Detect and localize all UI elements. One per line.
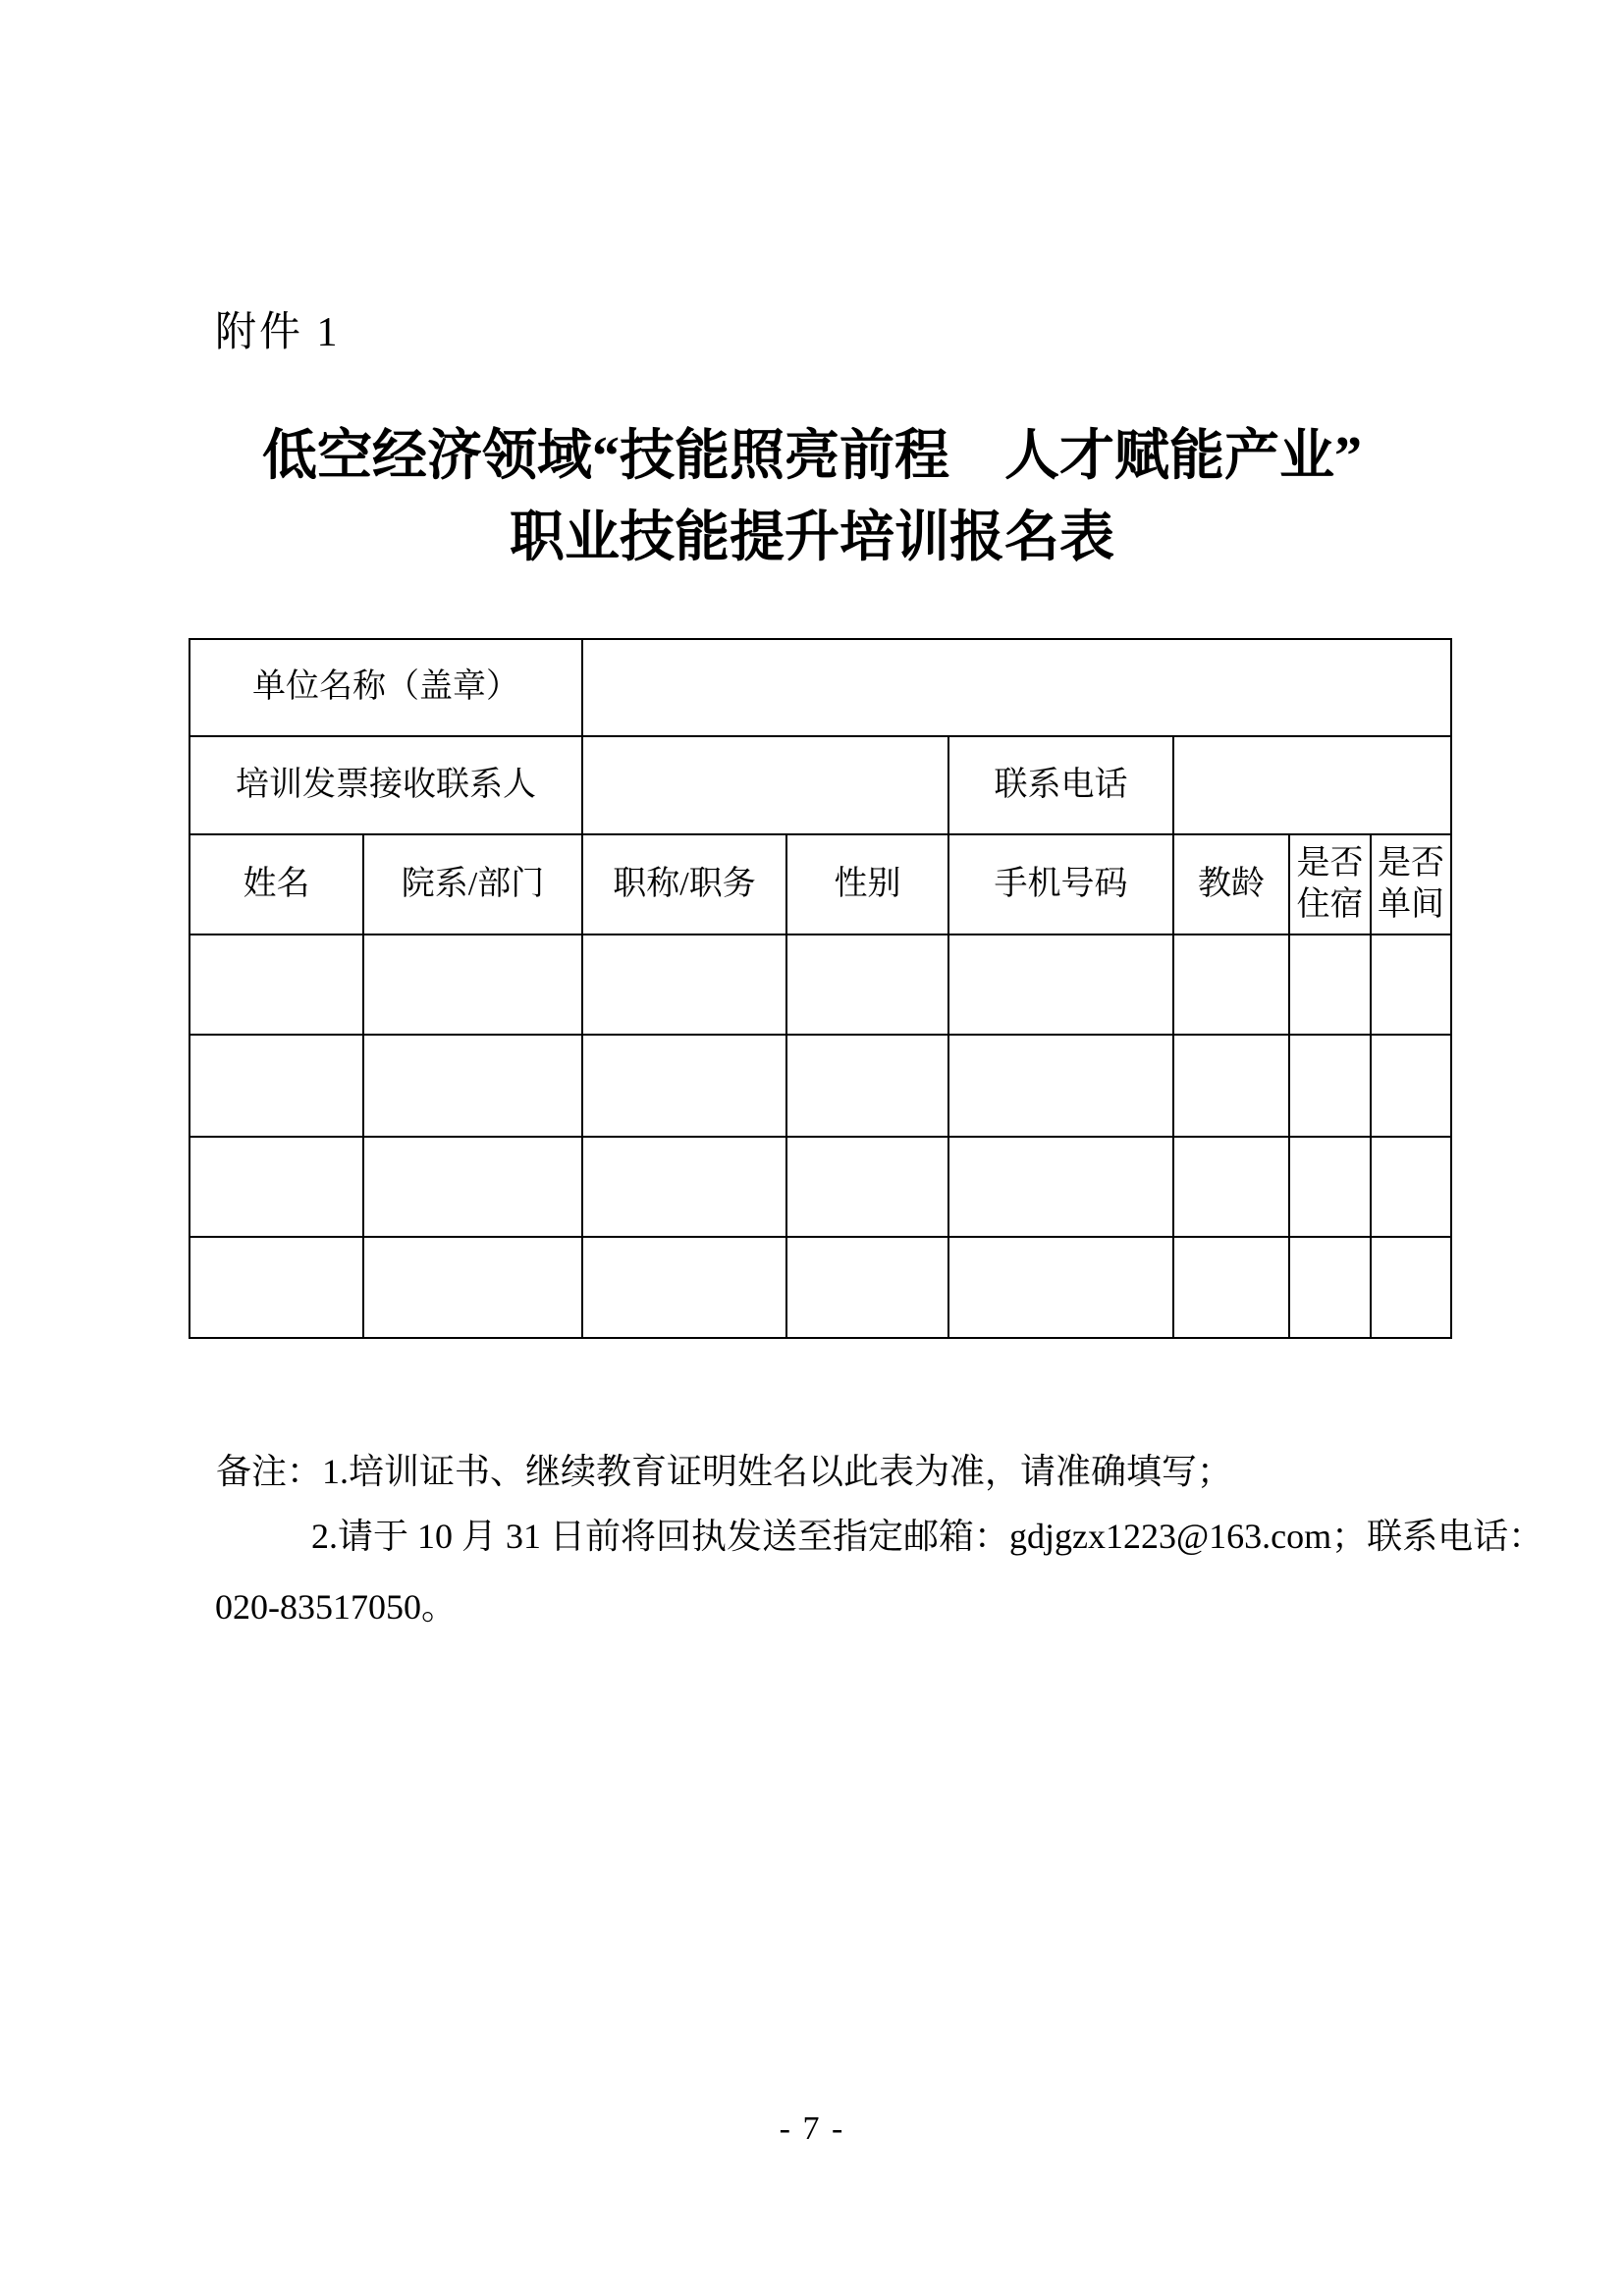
- empty-cell: [582, 934, 786, 1035]
- empty-cell: [1173, 934, 1289, 1035]
- empty-cell: [786, 1137, 948, 1237]
- empty-cell: [786, 1035, 948, 1137]
- empty-cell: [948, 1035, 1173, 1137]
- unit-name-label-cell: 单位名称（盖章）: [189, 639, 582, 736]
- empty-cell: [786, 934, 948, 1035]
- registration-table: [189, 638, 1452, 1339]
- attachment-label: 附件 1: [215, 310, 341, 355]
- empty-cell: [582, 1237, 786, 1338]
- empty-data-row: [189, 1237, 1451, 1338]
- empty-data-row: [189, 1137, 1451, 1237]
- empty-cell: [948, 1237, 1173, 1338]
- empty-data-row: [189, 1035, 1451, 1137]
- phone-label-cell: 联系电话: [948, 736, 1173, 834]
- empty-cell: [1289, 1035, 1371, 1137]
- empty-cell: [363, 1035, 582, 1137]
- empty-cell: [1371, 1035, 1451, 1137]
- empty-cell: [189, 1237, 363, 1338]
- empty-cell: [189, 1035, 363, 1137]
- empty-cell: [363, 1137, 582, 1237]
- table-header-row: [189, 834, 1451, 934]
- empty-cell: [1371, 934, 1451, 1035]
- header-cell-lodging: 是否住宿: [1289, 834, 1371, 934]
- header-cell-single-room: 是否单间: [1371, 834, 1451, 934]
- header-cell-teaching-years: 教龄: [1173, 834, 1289, 934]
- document-title-line1: 低空经济领域“技能照亮前程 人才赋能产业”: [262, 426, 1362, 487]
- header-cell-department: 院系/部门: [363, 834, 582, 934]
- empty-cell: [189, 934, 363, 1035]
- header-cell-gender: 性别: [786, 834, 948, 934]
- note-line-3: 020-83517050。: [215, 1587, 457, 1627]
- invoice-contact-row: [189, 736, 1451, 834]
- empty-data-row: [189, 934, 1451, 1035]
- empty-cell: [1173, 1237, 1289, 1338]
- unit-name-value-cell: [582, 639, 1451, 736]
- empty-cell: [582, 1035, 786, 1137]
- empty-cell: [1173, 1035, 1289, 1137]
- empty-cell: [1173, 1137, 1289, 1237]
- empty-cell: [1289, 1137, 1371, 1237]
- empty-cell: [1371, 1237, 1451, 1338]
- empty-cell: [189, 1137, 363, 1237]
- note-line-1: 备注：1.培训证书、继续教育证明姓名以此表为准，请准确填写；: [216, 1452, 1233, 1491]
- empty-cell: [582, 1137, 786, 1237]
- invoice-contact-value-cell: [582, 736, 948, 834]
- header-cell-job-title: 职称/职务: [582, 834, 786, 934]
- invoice-contact-label-cell: 培训发票接收联系人: [189, 736, 582, 834]
- phone-value-cell: [1173, 736, 1451, 834]
- empty-cell: [786, 1237, 948, 1338]
- empty-cell: [1289, 1237, 1371, 1338]
- empty-cell: [1371, 1137, 1451, 1237]
- page-number: - 7 -: [779, 2110, 845, 2147]
- empty-cell: [948, 934, 1173, 1035]
- header-cell-name: 姓名: [189, 834, 363, 934]
- empty-cell: [363, 934, 582, 1035]
- document-title-line2: 职业技能提升培训报名表: [510, 507, 1114, 568]
- empty-cell: [948, 1137, 1173, 1237]
- header-cell-mobile: 手机号码: [948, 834, 1173, 934]
- unit-name-row: [189, 639, 1451, 736]
- note-line-2: 2.请于 10 月 31 日前将回执发送至指定邮箱：gdjgzx1223@163.com；联系电话：: [311, 1517, 1544, 1556]
- empty-cell: [363, 1237, 582, 1338]
- empty-cell: [1289, 934, 1371, 1035]
